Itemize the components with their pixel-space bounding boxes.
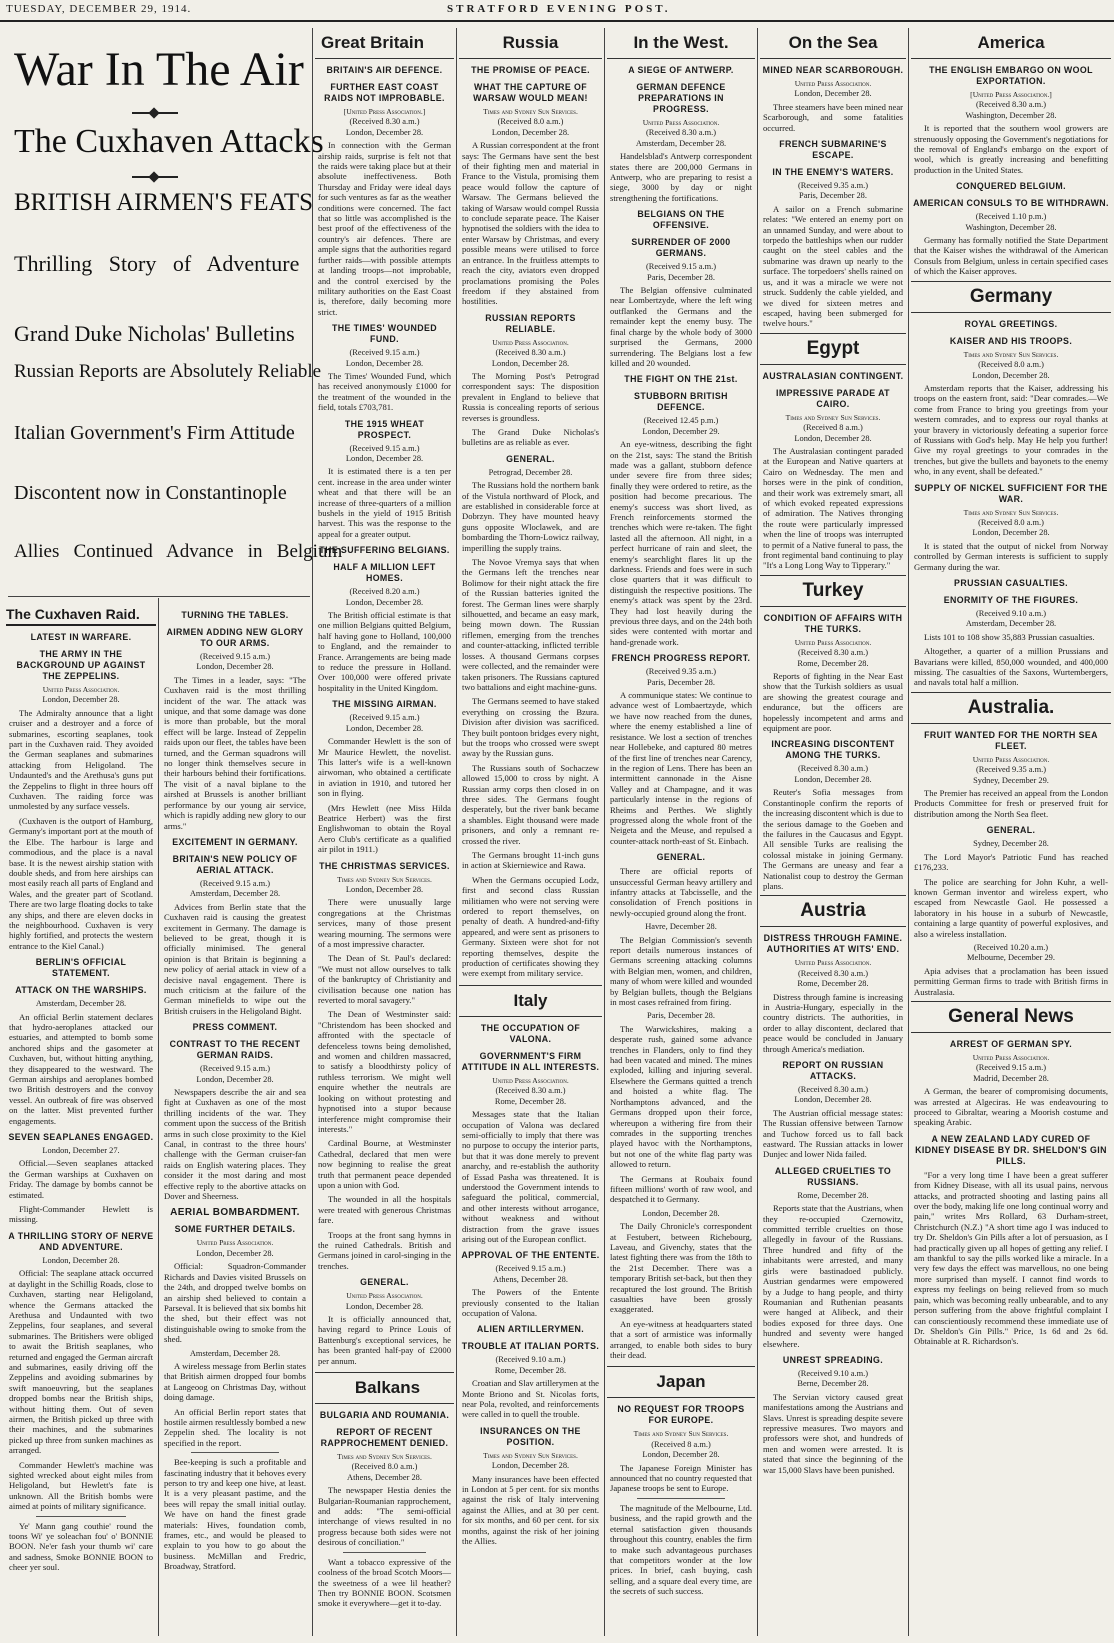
article-title: The Cuxhaven Raid.	[6, 604, 156, 626]
paragraph: The Premier has received an appeal from the London Products Committee for fresh or preserved fruit for distribution among the North Sea fleet.	[914, 788, 1108, 819]
dateline: London, December 28.	[42, 695, 120, 705]
advertisement: Ye' Mann gang couthie' round the toons Wi' ye soleachan fou' o' BONNIE BOON. Ne'er fash your thumb wi' care and sadness, Smoke BONNIE BOON to cheer yer soul.	[9, 1520, 153, 1573]
agency-credit: United Press Association.	[42, 685, 120, 694]
dateline: London, December 28.	[345, 1301, 424, 1311]
paragraph: Commander Hewlett is the son of Mr Maurice Hewlett, the novelist. This latter's wife is a well-known airwoman, who obtained a certificate in aviation in 1910, and tutored her son in flying.	[318, 736, 451, 799]
ornament-rule	[132, 112, 178, 114]
received-time: (Received 8.30 a.m.)	[798, 648, 868, 658]
dateline: London, December 28.	[345, 453, 424, 463]
subheading: AERIAL BOMBARDMENT.	[170, 1207, 300, 1219]
headline-belgium: Allies Continued Advance in Belgium	[14, 541, 343, 562]
section-heading-west: In the West.	[607, 28, 755, 59]
paragraph: Three steamers have been mined near Scarborough, and some fatalities occurred.	[763, 101, 903, 133]
subheading: THE FIGHT ON THE 21st.	[624, 374, 738, 385]
paragraph: A communique states: We continue to advance west of Lombaertzyde, which we have now reached from the dunes, where the enemy established a line of resistance. We lost a section of trenches near Hollebeke, and captured 80 metres of the first line of trenches near Carency, in the region of Lens. There has been an intermittent cannonade in the Aisne Valley and at Champagne, and it was particularly intense in the regions of Rheims and Perthes. We slightly progressed along the whole front of the Neigeta and the Meuse, and repulsed a counter-attack north-east of St. Einbach.	[610, 690, 752, 846]
divider-rule	[343, 1552, 426, 1553]
subheading: GENERAL.	[506, 453, 555, 464]
paragraph: Croatian and Slav artillerymen at the Monte Briono and St. Nicolas forts, near Pola, revolted, and reinforcements were called in to quell the trouble.	[462, 1378, 599, 1420]
paragraph: The Lord Mayor's Patriotic Fund has reached £176,233.	[914, 851, 1108, 873]
agency-credit: United Press Association.	[492, 337, 569, 347]
paragraph: Flight-Commander Hewlett is missing.	[9, 1204, 153, 1225]
paragraph: The Warwickshires, making a desperate rush, gained some advance trenches in Flanders, only to find they had been vacated and mined. The mines exploded, killing and injuring several. Elsewhere the Germans quitted a trench and hoisted a white flag. The Northamptons advanced, and the Germans dropped upon their force, whereupon a withering fire from their comrades in the supporting trenches played havoc with the Northamptons, but not one of the white flag party was allowed to return.	[610, 1023, 752, 1170]
received-time: (Received 9.15 a.m.)	[976, 1063, 1046, 1073]
section-heading-austria: Austria	[760, 895, 906, 927]
dateline: Petrograd, December 28.	[488, 467, 573, 477]
dateline: London, December 28.	[491, 358, 570, 368]
dateline: London, December 28.	[972, 370, 1050, 380]
subheading: FRUIT WANTED FOR THE NORTH SEA FLEET.	[924, 729, 1098, 751]
paper-title: STRATFORD EVENING POST.	[447, 3, 671, 15]
paragraph: The Grand Duke Nicholas's bulletins are as reliable as ever.	[462, 426, 599, 448]
column-rule	[456, 28, 457, 1636]
column-rule	[312, 28, 313, 1636]
paragraph: The Germans seemed to have staked everything on crossing the Bzura. Division after division was sacrificed. They built pontoon bridges every night, but the troops who crossed were swept away by the Russian guns.	[462, 696, 599, 759]
agency-credit: United Press Association.	[972, 1052, 1050, 1062]
subheading: SURRENDER OF 2000 GERMANS.	[631, 237, 731, 259]
subheading: STUBBORN BRITISH DEFENCE.	[634, 391, 728, 413]
subheading: FURTHER EAST COAST RAIDS NOT IMPROBABLE.	[324, 82, 445, 103]
agency-credit: United Press Association.	[642, 118, 720, 127]
advertisement: The magnitude of the Melbourne, Ltd. business, and the rapid growth and the eternal satisfaction given thousands throughout this country, enables the firm to make such advantageous purchases that competitors wonder at the low prices. In brief, cash buying, cash selling, and a square deal every time, are the secrets of such success.	[610, 1502, 752, 1597]
dateline: London, December 28.	[196, 1248, 274, 1258]
paragraph: Official.—Seven seaplanes attacked the German warships at Cuxhaven on Friday. The damage by bombs cannot be estimated.	[9, 1158, 153, 1200]
paragraph: It is estimated there is a ten per cent. increase in the area under winter wheat and that there will be an increase of three-quarters of a million bushels in the yield of 1915 British harvest. This was the response to the appeal for a greater output.	[318, 466, 451, 539]
received-time: (Received 8.0 a.m.)	[978, 360, 1044, 370]
subheading: NO REQUEST FOR TROOPS FOR EUROPE.	[617, 1404, 745, 1426]
subheading: AUSTRALASIAN CONTINGENT.	[762, 370, 904, 381]
advertisement: "For a very long time I have been a great sufferer from Kidney Disease, with all its usual pains, nervous attacks, and protracted shooting and lasting pains all over the body, making life one long continual worry and pain," writes Mrs Rollard, 63 Durham-street, Christchurch (N.Z.) "A short time ago I was induced to try Dr. Sheldon's Gin Pills after a lot of persuasion, as I had practically given up all hopes of getting any relief. I am thankful to say the pills worked like a miracle. In a very few days the effect was marvellous, no one being more surprised than myself. I cannot find words to express my feelings on being relieved from so much pain, which was becoming really unbearable, and to any person suffering from the above frightful complaint I can conscientiously recommend these immediate use of Dr. Sheldon's Gin Pills." Price, 1s 6d and 2s 6d. Obtainable at R. Richardson's.	[914, 1169, 1108, 1347]
agency-credit: Times and Sydney Sun Services.	[483, 1450, 578, 1460]
subheading: FRENCH PROGRESS REPORT.	[611, 653, 751, 664]
received-time: (Received 8.30 a.m.)	[495, 348, 566, 358]
subheading: RUSSIAN REPORTS RELIABLE.	[485, 312, 576, 334]
agency-credit: United Press Association.	[346, 1291, 423, 1301]
subheading: INCREASING DISCONTENT AMONG THE TURKS.	[771, 739, 895, 761]
dateline: London, December 28.	[794, 89, 872, 99]
agency-credit: [United Press Association.]	[343, 107, 426, 116]
headline-russian-reports: Russian Reports are Absolutely Reliable	[14, 361, 322, 382]
received-time: (Received 9.15 a.m.)	[495, 1264, 566, 1274]
dateline: London, December 28.	[794, 774, 872, 784]
paragraph: The Novoe Vremya says that when the Germans left the trenches near Bolimow for their night attack the fire of the Russian batteries ignited the forest. The German lines were sharply silhouetted, and became an easy mark, being mown down. The Russian riflemen, emerging from the trenches and counter-attacking, inflicted terrible losses. A thousand Germans corpses were collected, and the remainder were taken prisoners. The Russians captured two battalions and eight machine-guns.	[462, 557, 599, 692]
paragraph: Official: The seaplane attack occurred at daylight in the Schillig Roads, close to Cuxhaven, starting near Heligoland, whence the Germans attacked the Arethusa and Undaunted with two Zeppelins, four seaplanes, and several submarines. The Britishers were obliged to await the British seaplanes, who returned and engaged the German aircraft and submarines, easily driving off the Zeppelins and avoiding submarines by swift manoeuvring, but the seaplanes dropped bombs near the British ships, without hitting them. Out of seven airmen, the British picked up three with their machines, and the submarines picked up three from sunken machines as arranged.	[9, 1268, 153, 1456]
paragraph: The British official estimate is that one million Belgians quitted Belgium, half having gone to Holland, 100,000 to England, and the remainder to France. Arrangements are being made to reduce the pressure in Holland. Over 100,000 were offered private hospitality in the United Kingdom.	[318, 610, 451, 693]
dateline: London, December 27.	[42, 1146, 120, 1156]
paragraph: Handelsblad's Antwerp correspondent states there are 200,000 Germans in Antwerp, who are preparing to resist a siege, 3000 by day or night strengthening the fortifications.	[610, 151, 752, 203]
column-on-the-sea	[760, 28, 906, 1636]
paragraph: Troops at the front sang hymns in the ruined Cathedrals. British and Germans joined in carol-singing in the trenches.	[318, 1229, 451, 1271]
dateline: Athens, December 28.	[493, 1274, 568, 1284]
received-time: (Received 9.15 a.m.)	[200, 652, 270, 661]
paragraph: Apia advises that a proclamation has been issued permitting German firms to trade with British firms in Australasia.	[914, 965, 1108, 997]
dateline: London, December 28.	[345, 127, 424, 137]
dateline: Madrid, December 28.	[973, 1073, 1049, 1083]
subheading: THE MISSING AIRMAN.	[332, 699, 437, 710]
paragraph: An official Berlin report states that hostile airmen resultlessly bombed a new Zeppelin shed. The locality is not specified in the report.	[164, 1406, 307, 1448]
section-heading-japan: Japan	[607, 1366, 755, 1398]
agency-credit: United Press Association.	[794, 958, 872, 968]
paragraph: The Belgian offensive culminated near Lombertzyde, where the left wing outflanked the Germans and the remainder kept the enemy busy. The final charge by the whole body of 3000 surprised the Germans, 2000 surrendering. The Belgians lost a few killed and 20 wounded.	[610, 285, 752, 368]
paragraph: The Admiralty announce that a light cruiser and a destroyer and a force of submarines, escorting seaplanes, took part in the Cuxhaven raid. They avoided the German seaplanes and submarines attacking from Heligoland. The Undaunted's and the Arethusa's guns put the Zeppelins to flight in three hours off Cuxhaven. The raiding force was unmolested by any surface vessels.	[9, 707, 153, 812]
subheading: ALIEN ARTILLERYMEN.	[476, 1324, 585, 1335]
headline-airmen-feats: BRITISH AIRMEN'S FEATS	[14, 189, 313, 216]
received-time: (Received 8.0 a.m.)	[351, 1462, 418, 1472]
paragraph: The police are searching for John Kuhr, a well-known German inventor and wireless expert, who escaped from Newcastle Gaol. He possessed a laboratory in his house in a suburb of Newcastle, containing a large quantity of powerful explosives, and also a wireless installation.	[914, 876, 1108, 939]
subheading: TROUBLE AT ITALIAN PORTS.	[461, 1341, 600, 1352]
paragraph: It is reported that the southern wool growers are strenuously opposing the Government's negotiations for the removal of England's embargo on the export of wool, which is greatly increasing and benefitting production in the United States.	[914, 123, 1108, 175]
dateline: London, December 28.	[794, 433, 872, 443]
agency-credit: Times and Sydney Sun Services.	[337, 874, 432, 884]
received-time: (Received 8.20 a.m.)	[349, 587, 420, 597]
dateline: Amsterdam, December 28.	[965, 619, 1057, 629]
dateline: Amsterdam, December 28.	[35, 999, 127, 1009]
subheading: A THRILLING STORY OF NERVE AND ADVENTURE.	[8, 1230, 154, 1252]
subheading: INSURANCES ON THE POSITION.	[480, 1425, 581, 1447]
subheading: GENERAL.	[656, 852, 706, 863]
subheading: CONDITION OF AFFAIRS WITH THE TURKS.	[763, 612, 903, 634]
dateline: Washington, December 28.	[965, 110, 1057, 120]
paragraph: Altogether, a quarter of a million Prussians and Bavarians were killed, 850,000 wounded, and 400,000 missing. The casualties of the Saxons, Wurtembergers, and navals total half a million.	[914, 646, 1108, 688]
subheading: DISTRESS THROUGH FAMINE. AUTHORITIES AT WITS' END.	[763, 933, 903, 955]
received-time: (Received 9.15 a.m.)	[200, 1064, 270, 1074]
subheading: THE ENGLISH EMBARGO ON WOOL EXPORTATION.	[929, 65, 1093, 86]
paragraph: Distress through famine is increasing in Austria-Hungary, especially in the country districts. The authorities, in order to allay discontent, declared that peace would be concluded in January through America's mediation.	[763, 991, 903, 1054]
received-time: (Received 9.10 a.m.)	[495, 1355, 566, 1365]
dateline: London, December 28.	[196, 662, 274, 672]
subheading: REPORT ON RUSSIAN ATTACKS.	[782, 1060, 884, 1081]
agency-credit: Times and Sydney Sun Services.	[963, 507, 1059, 517]
paragraph: An eye-witness at headquarters stated that a sort of armistice was informally arranged, to enable both sides to bury their dead.	[610, 1318, 752, 1361]
subheading: ALLEGED CRUELTIES TO RUSSIANS.	[774, 1165, 892, 1187]
section-heading-sea: On the Sea	[760, 28, 906, 59]
subheading: THE TIMES' WOUNDED FUND.	[331, 323, 438, 345]
paragraph: Reports state that the Austrians, when they re-occupied Czernowitz, committed terrible cruelties on those allegedly in favour of the Russians. Three hundred and fifty of the inhabitants were arrested, and many girls were bastinadoed publicly. Austrian gendarmes were empowered by a Judge to hang people, and thirty Roumanian and Ruthenian peasants were hanged at Alibeck, and their bodies exposed for three days. One hundred and seventy were hanged elsewhere.	[763, 1203, 903, 1349]
paragraph: The Belgian Commission's seventh report details numerous instances of Germans screening attacking columns with Belgian men, women, and children, many of whom were killed and wounded by Belgian bullets, though the Belgians in most cases refrained from firing.	[610, 934, 752, 1008]
paragraph: The Germans at Roubaix found fifteen millions' worth of raw wool, and despatched it to Germany.	[610, 1173, 752, 1205]
subheading: EXCITEMENT IN GERMANY.	[172, 836, 298, 847]
dateline: London, December 28.	[196, 1074, 274, 1084]
received-time: (Received 10.20 a.m.)	[973, 942, 1049, 952]
column-rule	[604, 28, 605, 1636]
column-russia	[459, 28, 602, 1636]
section-heading-turkey: Turkey	[760, 575, 906, 607]
dateline: Havre, December 28.	[645, 922, 717, 932]
agency-credit: United Press Association.	[794, 79, 872, 88]
subheading: BRITAIN'S NEW POLICY OF AERIAL ATTACK.	[172, 853, 298, 875]
paragraph: A Russian correspondent at the front says: The Germans have sent the best of their fighting men and material in France to the Vistula, promising them peace would follow the capture of Warsaw. The Germans believed the taking of Warsaw would compel Russia to conclude separate peace. The Kaiser hypnotised the soldiers with the idea to enter Warsaw by Christmas, and every possible means were utilised to force an entrance. In the fruitless attempts to reach the city, aviators even dropped proclamations promising the Poles freedom if they abstained from hostilities.	[462, 140, 599, 307]
masthead	[0, 0, 1114, 22]
section-heading-egypt: Egypt	[760, 333, 906, 365]
paragraph: Amsterdam reports that the Kaiser, addressing his troops on the eastern front, said: "Dear comrades.—We come from France to bring you greetings from your western comrades, and to express our royal thanks at your bravery in victoriously defeating a superior force of Russians with God's help. May He help you further! Give my royal greetings to your comrades in the trenches, but give the bullets and bayonets to the enemy who, in any event, shall be defeated."	[914, 382, 1108, 477]
agency-credit: Times and Sydney Sun Services.	[483, 107, 578, 116]
subheading: BRITAIN'S AIR DEFENCE.	[326, 65, 443, 75]
paragraph: The wounded in all the hospitals were treated with generous Christmas fare.	[318, 1194, 451, 1226]
subheading: REPORT OF RECENT RAPPROCHEMENT DENIED.	[320, 1427, 449, 1449]
divider-rule	[8, 596, 310, 597]
front-headlines	[0, 28, 324, 358]
subheading: BERLIN'S OFFICIAL STATEMENT.	[35, 957, 127, 979]
paragraph: The Powers of the Entente previously consented to the Italian occupation of Valona.	[462, 1287, 599, 1318]
subheading: CONTRAST TO THE RECENT GERMAN RAIDS.	[169, 1039, 301, 1061]
section-heading-great-britain: Great Britain	[315, 28, 454, 59]
section-heading-germany: Germany	[911, 281, 1111, 313]
dateline: London, December 29.	[642, 426, 720, 436]
headline-italian-govt: Italian Government's Firm Attitude	[14, 422, 295, 444]
paragraph: A wireless message from Berlin states that British airmen dropped four bombs at Langeoog on Christmas Day, without doing damage.	[164, 1360, 306, 1403]
received-time: (Received 8.30 a.m.)	[976, 100, 1046, 110]
ornament-rule	[132, 176, 178, 178]
subheading: THE OCCUPATION OF VALONA.	[480, 1022, 581, 1044]
paragraph: An official Berlin statement declares that hydro-aeroplanes attacked our estuaries, and attempted to bomb some anchored ships and the gasometer at Cuxhaven, but, without hitting anything, they disappeared to the westward. The German airships and aeroplanes bombed two British destroyers and the convoy vessel. An outbreak of fire was observed on the latter. Mist prevented further engagements.	[9, 1011, 153, 1126]
paragraph: The newspaper Hestia denies the Bulgarian-Roumanian rapprochement, and adds: "The semi-official interchange of views resulted in no progress because both sides were not desirous of conciliation."	[318, 1485, 451, 1548]
column-rule	[757, 28, 758, 1636]
paragraph: Commander Hewlett's machine was sighted wrecked about eight miles from Heligoland, but Hewlett's fate is unknown. All the British bombs were aimed at points of military significance.	[9, 1459, 153, 1512]
paragraph: The Germans brought 11-inch guns in action at Skierniewice and Rawa.	[462, 850, 599, 871]
dateline: London, December 28.	[345, 358, 424, 368]
subheading: UNREST SPREADING.	[782, 1354, 884, 1365]
divider-rule	[36, 1516, 126, 1517]
subheading: HALF A MILLION LEFT HOMES.	[333, 562, 436, 584]
advertisement: Bee-keeping is such a profitable and fascinating industry that it behoves every person to try and keep one hive, at least. It is a very pleasant pastime, and the bees will repay the small initial outlay. We have on hand the finest grade materials: Hives, foundation comb, frames, etc., and would be pleased to explain to you how to go about the business. McMillan and Fredric, Broadway, Stratford.	[164, 1457, 306, 1572]
subheading: CONQUERED BELGIUM.	[956, 181, 1066, 192]
column-rule	[908, 28, 909, 1636]
subheading: PRESS COMMENT.	[192, 1022, 278, 1033]
dateline: London, December 28.	[972, 528, 1050, 538]
paragraph: Advices from Berlin state that the Cuxhaven raid is causing the greatest excitement in Germany. The damage is believed to be great, though it is officially minimised. The general opinion is that Britain is beginning a new policy of aerial attack in view of a decisive naval engagement. There is much criticism at the failure of the German minefields to wipe out the British cruisers in the Heligoland Bight.	[164, 901, 306, 1016]
subheading: ARREST OF GERMAN SPY.	[949, 1038, 1073, 1049]
paragraph: Newspapers describe the air and sea fight at Cuxhaven as one of the most thrilling incidents of the war. They comment upon the success of the British arms in such close proximity to the Kiel Canal, in contrast to the three hours' challenge with the German cruiser-fan raids on English watering places. They consider it the most daring and most effective reply to the abortive attacks on Dover and Sheerness.	[164, 1087, 306, 1202]
dateline: Sydney, December 28.	[973, 839, 1049, 849]
received-time: (Received 8.30 a.m.)	[798, 1085, 868, 1094]
dateline: Amsterdam, December 28.	[635, 138, 727, 148]
received-time: (Received 9.15 a.m.)	[349, 443, 420, 453]
subheading: A NEW ZEALAND LADY CURED OF KIDNEY DISEASE BY DR. SHELDON'S GIN PILLS.	[915, 1133, 1107, 1166]
paragraph: The Dean of St. Paul's declared: "We must not allow ourselves to talk of the bankruptcy of Christianity and civilisation because one nation has reverted to moral savagery."	[318, 953, 451, 1006]
subheading: GENERAL.	[360, 1277, 409, 1288]
received-time: (Received 9.10 a.m.)	[798, 1368, 868, 1378]
subheading: KAISER AND HIS TROOPS.	[949, 335, 1073, 346]
received-time: (Received 8.30 a.m.)	[798, 968, 868, 978]
dateline: Rome, December 28.	[494, 1096, 567, 1106]
paragraph: When the Germans occupied Lodz, first and second class Russian militiamen who were not serving were ordered to report themselves, on penalty of death. A hundred-and-fifty appeared, and were sent as prisoners to Germany. Sixteen were shot for not reporting themselves, despite the production of certificates showing they were exempt from military service.	[462, 874, 599, 979]
received-time: (Received 9.15 a.m.)	[646, 262, 716, 272]
headline-war-in-the-air: War In The Air	[14, 43, 304, 96]
received-time: (Received 9.15 a.m.)	[200, 878, 270, 888]
received-time: (Received 9.15 a.m.)	[349, 348, 420, 358]
column-great-britain	[315, 28, 454, 1636]
subheading: AIRMEN ADDING NEW GLORY TO OUR ARMS.	[166, 627, 304, 648]
paragraph: Lists 101 to 108 show 35,883 Prussian casualties.	[924, 631, 1095, 642]
section-heading-australia: Australia.	[911, 692, 1111, 724]
paragraph: It is stated that the output of nickel from Norway controlled by German interests is sufficient to supply Germany during the war.	[914, 540, 1108, 572]
subheading: MINED NEAR SCARBOROUGH.	[762, 65, 904, 75]
subheading: IN THE ENEMY'S WATERS.	[772, 167, 894, 178]
received-time: (Received 8.0 a.m.)	[978, 517, 1044, 527]
paragraph: Messages state that the Italian occupation of Valona was declared semi-officially to imply that there was no purpose to occupy the interior parts, but that it was done merely to prevent anarchy, and re-establish the authority of Essad Pasha was threatened. It is understood the Government intends to safeguard the political, commercial, and other interests without arrogance, without weakness and without distraction from the grave issues arising out of the European conflict.	[462, 1109, 599, 1244]
paragraph: A sailor on a French submarine relates: "We entered an enemy port on an unnamed Sunday, and were about to torpedo the battleships when our rudder caught on the steel cables and the submarine was drawn up nearly to the surface. The torpedoers' shells rained on us, and it was a miracle we were not struck. Suddenly the cable yielded, and we dived for sixteen metres and escaped, having been submerged for twelve hours."	[763, 203, 903, 329]
received-time: (Received 8.30 a.m.)	[495, 1086, 566, 1096]
subheading: IMPRESSIVE PARADE AT CAIRO.	[776, 387, 890, 409]
section-heading-general-news: General News	[911, 1001, 1111, 1033]
received-time: (Received 8 a.m.)	[803, 423, 863, 433]
dateline: Amsterdam, December 28.	[189, 1348, 281, 1358]
subheading: SEVEN SEAPLANES ENGAGED.	[8, 1132, 154, 1143]
dateline: Amsterdam, December 28.	[189, 889, 281, 899]
paragraph: The Servian victory caused great manifestations among the Austrians and Slavs. Unrest is spreading despite severe repressive measures. Two mayors and professors were shot, and hundreds of men and women were arrested. It is stated that since the beginning of the war 15,000 Slavs have been punished.	[763, 1391, 903, 1475]
dateline: Rome, December 28.	[797, 658, 869, 668]
subheading: A SIEGE OF ANTWERP.	[628, 65, 734, 75]
received-time: (Received 9.35 a.m.)	[976, 765, 1046, 775]
section-heading-balkans: Balkans	[315, 1372, 454, 1404]
received-time: (Received 9.15 a.m.)	[349, 713, 420, 723]
paragraph: Reports of fighting in the Near East show that the Turkish soldiers as usual are showing the greatest courage and endurance, but the officers are hopelessly incompetent and arms and equipment are poor.	[763, 671, 903, 734]
paragraph: The Japanese Foreign Minister has announced that no country requested that Japanese troops be sent to Europe.	[610, 1462, 752, 1494]
issue-date: TUESDAY, DECEMBER 29, 1914.	[6, 3, 192, 15]
dateline: Berne, December 28.	[797, 1379, 869, 1389]
agency-credit: United Press Association.	[972, 754, 1050, 764]
paragraph: It is officially announced that, having regard to Prince Louis of Battenburg's exceptional services, he has been granted half-pay of £2000 per annum.	[318, 1314, 451, 1366]
received-time: (Received 8.30 a.m.)	[349, 117, 420, 127]
subheading: THE ARMY IN THE BACKGROUND UP AGAINST THE ZEPPELINS.	[16, 649, 146, 681]
received-time: (Received 8 a.m.)	[651, 1439, 711, 1449]
dateline: London, December 28.	[794, 1095, 872, 1105]
received-time: (Received 1.10 p.m.)	[975, 212, 1047, 222]
paragraph: (Cuxhaven is the outport of Hamburg, Germany's important port at the mouth of the Elbe. The harbour is large and commodious, and the place is a naval base. It is the newest airship station with double sheds, and from here airships can most easily reach all parts of England and Wales, and the greater part of Scotland. There are two large floating docks to take any ships, and there are eleven docks in the neighbourhood. Cuxhaven is very highly fortified, and protects the western entrance to the Kiel Canal.)	[9, 815, 153, 951]
subheading: SUPPLY OF NICKEL SUFFICIENT FOR THE WAR.	[914, 482, 1108, 504]
dateline: London, December 28.	[491, 127, 570, 137]
dateline: London, December 28.	[345, 884, 424, 894]
subheading: THE 1915 WHEAT PROSPECT.	[344, 418, 425, 440]
paragraph: The Australasian contingent paraded at the European and Native quarters at Cairo on Wednesday. The men and horses were in the pink of condition, and their work was extremely smart, all of which evoked repeated expressions of admiration. The Natives thronging the route were particularly impressed when the line of troops was interrupted to permit of a Native funeral to pass, the front regimental band continuing to play "It's a Long Long Way to Tipperary."	[763, 445, 903, 571]
article-cuxhaven-raid	[6, 604, 156, 1636]
headline-adventure: Thrilling Story of Adventure	[14, 251, 300, 276]
received-time: (Received 12.45 p.m.)	[643, 416, 719, 426]
divider-rule	[191, 1452, 280, 1453]
dateline: Sydney, December 29.	[973, 775, 1049, 785]
subheading: WHAT THE CAPTURE OF WARSAW WOULD MEAN!	[473, 82, 588, 103]
subheading: SOME FURTHER DETAILS.	[174, 1224, 296, 1235]
subheading: ROYAL GREETINGS.	[964, 318, 1058, 329]
dateline: Paris, December 28.	[647, 272, 715, 282]
dateline: Rome, December 28.	[797, 1190, 869, 1200]
subheading: ENORMITY OF THE FIGURES.	[943, 595, 1079, 605]
headline-grand-duke: Grand Duke Nicholas' Bulletins	[14, 321, 295, 346]
dateline: Rome, December 28.	[494, 1365, 567, 1375]
agency-credit: United Press Association.	[794, 637, 872, 647]
subheading: APPROVAL OF THE ENTENTE.	[461, 1250, 600, 1261]
agency-credit: Times and Sydney Sun Services.	[633, 1429, 729, 1439]
column-rule	[158, 598, 159, 1636]
advertisement: Want a tobacco expressive of the coolness of the broad Scotch Moors—the sweetness of a wee lil heather? Then try BONNIE BOON. Scotsmen smoke it everywhere—get it to-day.	[318, 1556, 451, 1609]
paragraph: The Morning Post's Petrograd correspondent says: The disposition prevalent in England to believe that Russia is concealing reports of serious reverses is groundless.	[462, 370, 599, 423]
dateline: Paris, December 28.	[647, 677, 715, 687]
section-heading-russia: Russia	[459, 28, 602, 59]
paragraph: A German, the bearer of compromising documents, was arrested at Algeciras. He was endeavouring to proceed to Gibraltar, wearing a Moorish costume and speaking Arabic.	[914, 1086, 1108, 1128]
received-time: (Received 9.35 a.m.)	[798, 181, 868, 191]
agency-credit: [United Press Association.]	[970, 90, 1052, 99]
subheading: GENERAL.	[986, 825, 1036, 836]
paragraph: The Daily Chronicle's correspondent at Festubert, between Richebourg, Laveau, and Givenchy, states that the latest fighting there was from the 18th to the 21st December. There was a temporary British set-back, but then they recaptured the lost ground. The British casualties have been grossly exaggerated.	[610, 1221, 752, 1315]
paragraph: Reuter's Sofia messages from Constantinople confirm the reports of the increasing discontent which is due to the serious damage to the Goeben and the failures in the Caucasus and Egypt. All sensible Turks are realising the colossal mistake in joining Germany. The Germans are uneasy and fear a Nationalist coup to destroy the German plans.	[763, 787, 903, 891]
subheading: GOVERNMENT'S FIRM ATTITUDE IN ALL INTERESTS.	[461, 1050, 600, 1072]
dateline: London, December 28.	[345, 597, 424, 607]
paragraph: Germany has formally notified the State Department that the Kaiser wishes the withdrawal of the American Consuls from Belgium, unless in certain specified cases of which the Kaiser approves.	[914, 235, 1108, 277]
headline-constantinople: Discontent now in Constantinople	[14, 482, 287, 504]
subheading: PRUSSIAN CASUALTIES.	[954, 578, 1068, 588]
received-time: (Received 8.30 a.m.)	[646, 128, 716, 138]
subheading: TURNING THE TABLES.	[181, 610, 289, 620]
subheading: BULGARIA AND ROUMANIA.	[319, 1410, 450, 1421]
paragraph: The Times' Wounded Fund, which has received anonymously £1000 for the treatment of the wounded in the field, totals £703,781.	[318, 370, 451, 413]
column-in-the-west	[607, 28, 755, 1636]
agency-credit: Times and Sydney Sun Services.	[963, 349, 1059, 359]
subheading: LATEST IN WARFARE.	[30, 632, 132, 642]
paragraph: An eye-witness, describing the fight on the 21st, says: The stand the British made was a gallant, stubborn defence under severe fire from three sides; finally they were ordered to retire, as the position had become precarious. The enemy's success was short lived, as French reinforcements stormed the trenches which were re-taken. The fight lasted all the afternoon. All night, in a perfect hurricane of rain and sleet, the enemy's searchlight flares lit up the darkness. Friends and foes were in such close quarters that it was difficult to distinguish the respective positions. The enemy's attack was spent by the 23rd. They had lost heavily during the previous three days, and on the 24th both sides were contented with mortar and hand-grenade work.	[610, 439, 752, 647]
subheading: AMERICAN CONSULS TO BE WITHDRAWN.	[913, 198, 1109, 209]
subheading: BELGIANS ON THE OFFENSIVE.	[637, 209, 725, 231]
paragraph: The Russians south of Sochaczew allowed 15,000 to cross by night. A Russian army corps then closed in on three sides. The Germans fought desperately, but the river bank became a shambles. Eight thousand were made prisoners, and only a remnant re-crossed the river.	[462, 762, 599, 846]
paragraph: Official: Squadron-Commander Richards and Davies visited Brussels on the 24th, and dropped twelve bombs on an airship shed believed to contain a Parseval. It is believed that six bombs hit the shed, but their effect was not distinguishable owing to smoke from the shed.	[164, 1261, 306, 1345]
received-time: (Received 8.30 a.m.)	[798, 764, 868, 774]
paragraph: Cardinal Bourne, at Westminster Cathedral, declared that men were now beginning to realise the great truth that permanent peace depended upon a union with God.	[318, 1138, 451, 1190]
subheading: GERMAN DEFENCE PREPARATIONS IN PROGRESS.	[636, 82, 726, 114]
dateline: Paris, December 28.	[647, 1011, 715, 1021]
paragraph: There were unusually large congregations at the Christmas services, many of those present wearing mourning. The sermons were of a most impressive character.	[318, 897, 451, 949]
dateline: London, December 28.	[642, 1450, 720, 1460]
paragraph: (Mrs Hewlett (nee Miss Hilda Beatrice Herbert) was the first Englishwoman to obtain the Royal Aero Club's certificate as a qualified air pilot in 1911.)	[318, 802, 451, 855]
agency-credit: United Press Association.	[196, 1238, 274, 1248]
article-turning-tables	[161, 604, 309, 1636]
dateline: London, December 28.	[42, 1255, 120, 1265]
paragraph: In connection with the German airship raids, surprise is felt not that the raids were taking place but at their absolute ineffectiveness. Both Thursday and Friday were ideal days for such ventures as far as the weather conditions were concerned. The fact that so little was accomplished is the best proof of the effectiveness of the country's air defences. There are ample signs that the authorities regard further raids—with possible attempts at landing troops—not improbable, and the control exercised by the military authorities on the East Coast is, therefore, daily becoming more strict.	[318, 140, 451, 317]
subheading: ATTACK ON THE WARSHIPS.	[15, 985, 147, 996]
subheading: THE PROMISE OF PEACE.	[471, 65, 590, 75]
section-heading-italy: Italy	[459, 985, 602, 1017]
agency-credit: United Press Association.	[492, 1075, 569, 1085]
dateline: Washington, December 28.	[965, 222, 1057, 232]
received-time: (Received 9.10 a.m.)	[976, 609, 1046, 618]
dateline: Melbourne, December 29.	[967, 953, 1055, 963]
received-time: (Received 9.35 a.m.)	[646, 667, 716, 677]
dateline: London, December 28.	[345, 723, 424, 733]
dateline: Paris, December 28.	[799, 191, 867, 201]
paragraph: There are official reports of unsuccessful German heavy artillery and infantry attacks at Tabcisselle, and the consolidation of French positions in newly-occupied ground along the front.	[610, 866, 752, 918]
dateline: Athens, December 28.	[347, 1472, 422, 1482]
subheading: FRENCH SUBMARINE'S ESCAPE.	[779, 139, 887, 161]
agency-credit: Times and Sydney Sun Services.	[785, 412, 881, 422]
paragraph: The Austrian official message states: The Russian offensive between Tarnow and Tuchow forced us to fall back eastward. The Russian attacks in lower Dunjec and lower Nida failed.	[763, 1107, 903, 1160]
paragraph: The Dean of Westminster said: "Christendom has been shocked and affronted with the spectacle of defenceless towns being demolished, and women and children massacred, to satisfy a bloodthirsty policy of ruthless terrorism. We might well enquire whether the neutrals are looking on without protesting and hypnotised into a stupor because interference might compromise their interests."	[318, 1009, 451, 1134]
agency-credit: Times and Sydney Sun Services.	[337, 1452, 432, 1462]
divider-rule	[637, 1498, 726, 1499]
paragraph: The Russians hold the northern bank of the Vistula northward of Plock, and are established in considerable force at Dobrzyn. They have mounted heavy guns opposite Wloclawek, and are bombarding the Thorn-Lowicz railway, imperilling the supply trains.	[462, 480, 599, 553]
headline-cuxhaven: The Cuxhaven Attacks	[14, 123, 324, 160]
dateline: London, December 28.	[491, 1461, 570, 1471]
dateline: Rome, December 28.	[797, 979, 869, 989]
paragraph: Many insurances have been effected in London at 5 per cent. for six months against the risk of Italy intervening against the Allies, and at 30 per cent. for six months, and 60 per cent. for six months, against the risk of her joining the Allies.	[462, 1473, 599, 1547]
section-heading-america: America	[911, 28, 1111, 59]
dateline: London, December 28.	[642, 1208, 720, 1218]
column-america	[911, 28, 1111, 1636]
subheading: THE SUFFERING BELGIANS.	[319, 545, 450, 556]
paragraph: The Times in a leader, says: "The Cuxhaven raid is the most thrilling incident of the war. The attack was unique, and that some damage was done is more than probable, but the moral effect will be large. Instead of Zeppelin raids upon our fleet, the tables have been turned, and the German squadrons will no longer think themselves secure in their harbours behind their fortifications. The visit of a naval biplane to the airshed at Brussels is another brilliant performance by our young air service, which is rapidly adding new glory to our arms."	[164, 674, 306, 831]
subheading: THE CHRISTMAS SERVICES.	[319, 860, 450, 871]
received-time: (Received 8.0 a.m.)	[497, 117, 564, 127]
